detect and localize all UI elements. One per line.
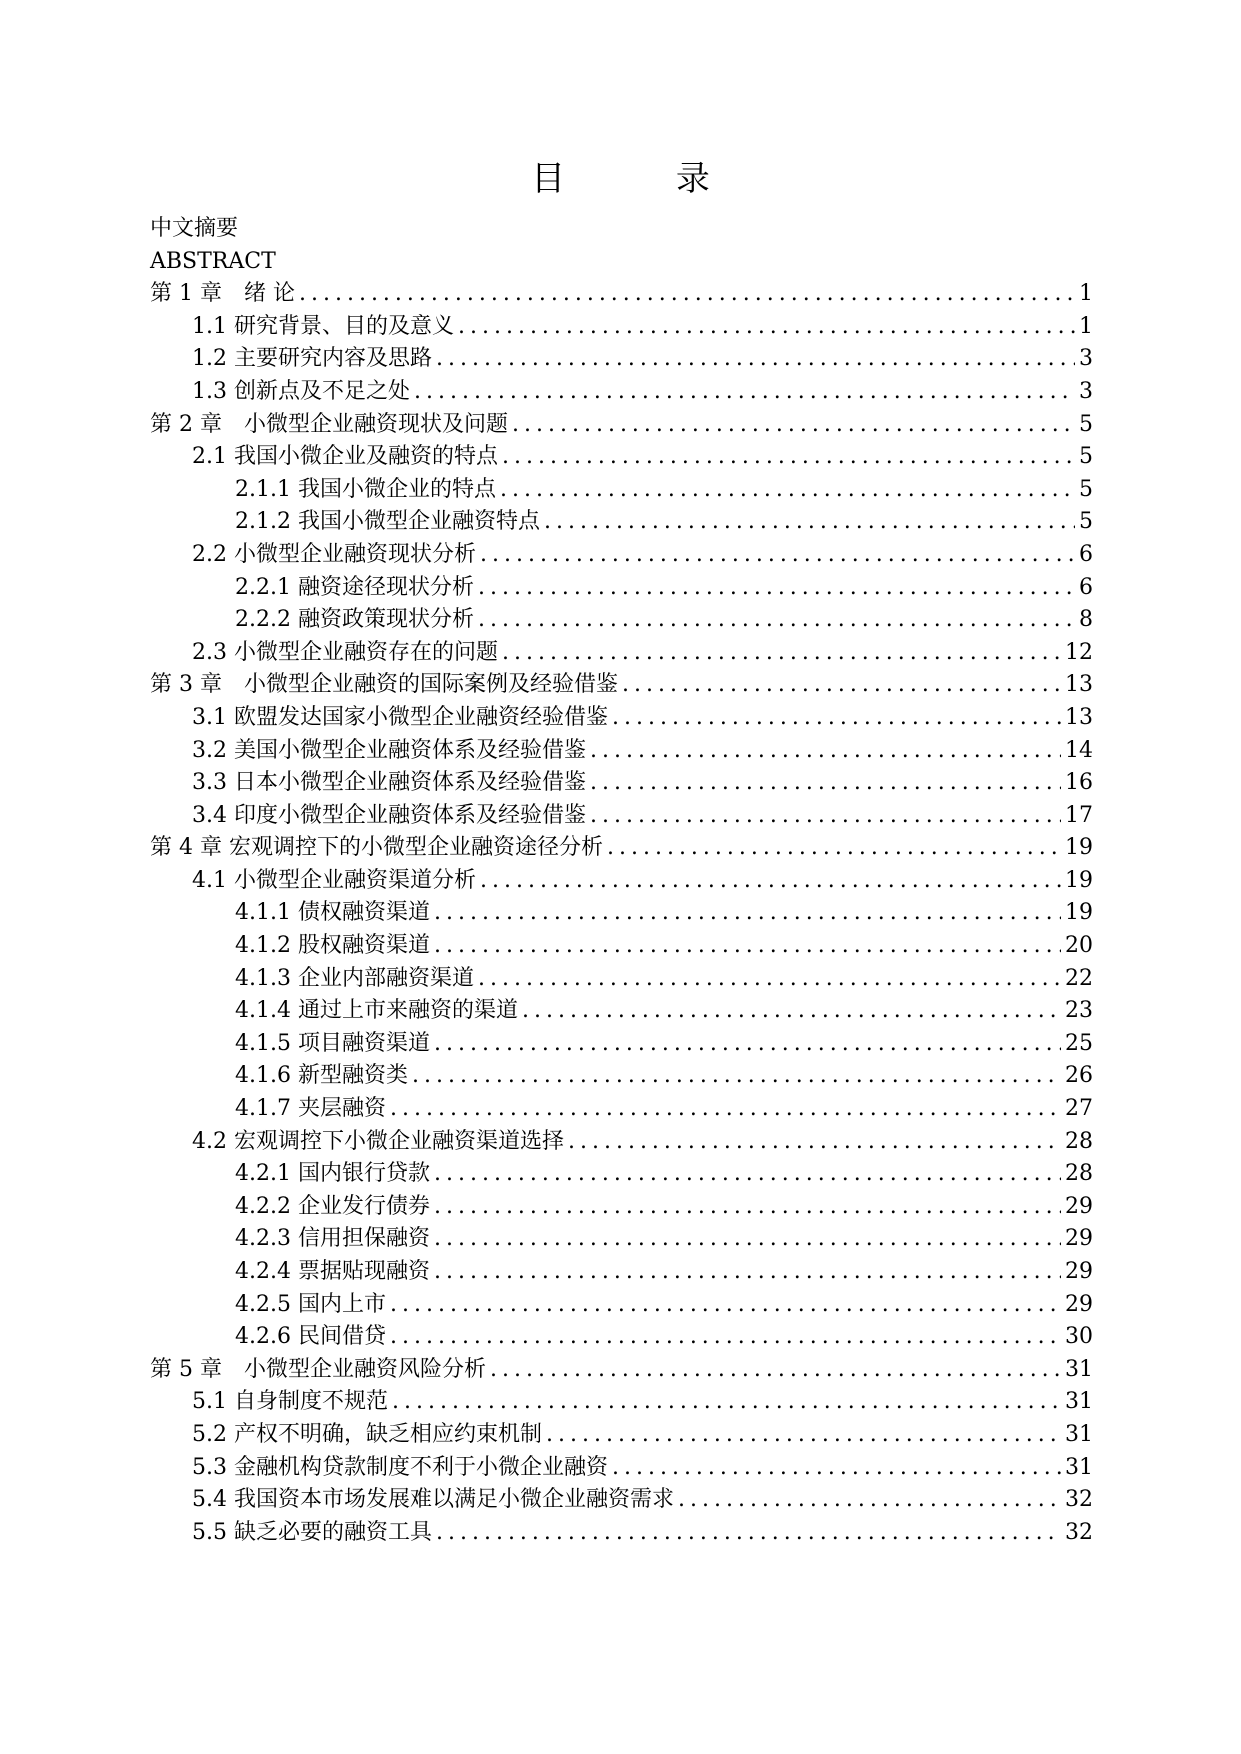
- toc-entry-page-number: 28: [1065, 1161, 1093, 1187]
- dot-leader: [568, 1126, 1061, 1159]
- toc-entry-page-number: 26: [1065, 1063, 1093, 1089]
- dot-leader: [390, 1321, 1061, 1354]
- toc-entry: [150, 1256, 1093, 1289]
- toc-entry-page-number: 5: [1079, 509, 1093, 535]
- toc-entry-label: 1.2 主要研究内容及思路: [192, 346, 432, 372]
- dot-leader: [480, 865, 1061, 898]
- toc-entry-label: 1.1 研究背景、目的及意义: [192, 313, 454, 339]
- dot-leader: [436, 1517, 1061, 1550]
- toc-entry-label: 4.2.5 国内上市: [235, 1291, 386, 1317]
- toc-entry-label: 4.1.5 项目融资渠道: [235, 1030, 430, 1056]
- toc-entry-label: 4.1 小微型企业融资渠道分析: [192, 867, 476, 893]
- dot-leader: [434, 930, 1061, 963]
- toc-entry-label: 1.3 创新点及不足之处: [192, 378, 410, 404]
- toc-entry-label: 2.2 小微型企业融资现状分析: [192, 541, 476, 567]
- toc-entry: [150, 669, 1093, 702]
- toc-front-matter-chinese-abstract: [150, 213, 1093, 246]
- dot-leader: [490, 1354, 1061, 1387]
- toc-entry-label: 4.1.6 新型融资类: [235, 1063, 408, 1089]
- toc-entry-page-number: 29: [1065, 1291, 1093, 1317]
- dot-leader: [434, 1158, 1061, 1191]
- toc-entry: [150, 1517, 1093, 1550]
- toc-entry-label: 4.1.4 通过上市来融资的渠道: [235, 998, 518, 1024]
- toc-entry-label: 4.2.3 信用担保融资: [235, 1226, 430, 1252]
- toc-entry-page-number: 22: [1065, 965, 1093, 991]
- toc-entry-label: 5.5 缺乏必要的融资工具: [192, 1519, 432, 1545]
- toc-entry: [150, 506, 1093, 539]
- toc-entry-page-number: 32: [1065, 1519, 1093, 1545]
- toc-entry: [150, 1452, 1093, 1485]
- toc-entry-label: 3.1 欧盟发达国家小微型企业融资经验借鉴: [192, 704, 608, 730]
- toc-entry-page-number: 6: [1079, 541, 1093, 567]
- toc-entry-page-number: 19: [1065, 900, 1093, 926]
- toc-entry: [150, 832, 1093, 865]
- toc-entry-page-number: 29: [1065, 1193, 1093, 1219]
- dot-leader: [590, 800, 1061, 833]
- toc-entry-label: 4.1.1 债权融资渠道: [235, 900, 430, 926]
- toc-entry-page-number: 23: [1065, 998, 1093, 1024]
- toc-entry: [150, 604, 1093, 637]
- toc-entry: [150, 1223, 1093, 1256]
- toc-entry: [150, 1484, 1093, 1517]
- dot-leader: [607, 832, 1061, 865]
- toc-entry-page-number: 1: [1079, 313, 1093, 339]
- toc-entry: [150, 800, 1093, 833]
- toc-entry-page-number: 27: [1065, 1096, 1093, 1122]
- toc-entry: [150, 735, 1093, 768]
- toc-entry-label: 4.2.4 票据贴现融资: [235, 1259, 430, 1284]
- toc-entry: [150, 637, 1093, 670]
- toc-entry-page-number: 25: [1065, 1030, 1093, 1056]
- toc-entry: [150, 1386, 1093, 1419]
- toc-entry-label: 2.1 我国小微企业及融资的特点: [192, 444, 498, 470]
- toc-entry-label: 中文摘要: [150, 216, 239, 241]
- toc-entry-label: 5.1 自身制度不规范: [192, 1389, 388, 1415]
- toc-entry-page-number: 32: [1065, 1487, 1093, 1513]
- toc-entries: [150, 278, 1093, 1549]
- toc-entry-page-number: 5: [1079, 411, 1093, 437]
- toc-entry-page-number: 12: [1065, 639, 1093, 665]
- dot-leader: [414, 376, 1075, 409]
- toc-entry-page-number: 31: [1065, 1356, 1093, 1382]
- toc-entry: [150, 767, 1093, 800]
- toc-entry-page-number: 31: [1065, 1421, 1093, 1447]
- toc-entry: [150, 995, 1093, 1028]
- toc-entry: [150, 572, 1093, 605]
- dot-leader: [434, 1223, 1061, 1256]
- toc-entry-page-number: 17: [1065, 802, 1093, 828]
- dot-leader: [392, 1386, 1061, 1419]
- dot-leader: [390, 1093, 1061, 1126]
- toc-entry-page-number: 13: [1065, 704, 1093, 730]
- dot-leader: [478, 963, 1061, 996]
- toc-entry-label: 第 1 章 绪 论: [150, 281, 295, 307]
- toc-entry-label: 5.2 产权不明确，缺乏相应约束机制: [192, 1421, 542, 1447]
- table-of-contents: [150, 213, 1093, 1549]
- toc-entry-label: 2.2.2 融资政策现状分析: [235, 607, 474, 633]
- toc-entry: [150, 474, 1093, 507]
- dot-leader: [544, 506, 1075, 539]
- dot-leader: [622, 669, 1061, 702]
- dot-leader: [478, 572, 1075, 605]
- toc-entry-page-number: 31: [1065, 1454, 1093, 1480]
- toc-entry-page-number: 3: [1079, 346, 1093, 372]
- dot-leader: [458, 311, 1075, 344]
- dot-leader: [500, 474, 1075, 507]
- toc-entry: [150, 1321, 1093, 1354]
- dot-leader: [590, 735, 1061, 768]
- toc-entry-label: 2.1.2 我国小微型企业融资特点: [235, 509, 540, 535]
- toc-entry: [150, 1158, 1093, 1191]
- toc-entry: [150, 702, 1093, 735]
- toc-entry: [150, 1191, 1093, 1224]
- toc-entry: [150, 1093, 1093, 1126]
- dot-leader: [480, 539, 1075, 572]
- dot-leader: [434, 1191, 1061, 1224]
- toc-entry: [150, 409, 1093, 442]
- toc-entry: [150, 343, 1093, 376]
- dot-leader: [434, 1256, 1061, 1289]
- dot-leader: [512, 409, 1075, 442]
- toc-entry: [150, 441, 1093, 474]
- toc-entry-page-number: 6: [1079, 574, 1093, 600]
- toc-entry-label: 2.2.1 融资途径现状分析: [235, 574, 474, 600]
- toc-entry-label: 2.3 小微型企业融资存在的问题: [192, 639, 498, 665]
- toc-entry-page-number: 29: [1065, 1226, 1093, 1252]
- page-title: 目 录: [531, 159, 760, 199]
- dot-leader: [299, 278, 1075, 311]
- toc-entry-page-number: 3: [1079, 378, 1093, 404]
- toc-entry: [150, 897, 1093, 930]
- toc-entry-label: 4.2.1 国内银行贷款: [235, 1161, 430, 1187]
- dot-leader: [590, 767, 1061, 800]
- dot-leader: [434, 897, 1061, 930]
- dot-leader: [522, 995, 1061, 1028]
- toc-entry: [150, 539, 1093, 572]
- toc-entry: [150, 865, 1093, 898]
- toc-entry-page-number: 8: [1079, 607, 1093, 633]
- toc-entry-label: ABSTRACT: [150, 248, 276, 274]
- dot-leader: [390, 1289, 1061, 1322]
- toc-entry-label: 5.3 金融机构贷款制度不利于小微企业融资: [192, 1454, 608, 1480]
- toc-entry-page-number: 14: [1065, 737, 1093, 763]
- toc-entry: [150, 1126, 1093, 1159]
- toc-front-matter-abstract: [150, 246, 1093, 279]
- toc-entry: [150, 930, 1093, 963]
- toc-entry-page-number: 1: [1079, 281, 1093, 307]
- toc-entry-label: 4.1.3 企业内部融资渠道: [235, 965, 474, 991]
- toc-entry-label: 2.1.1 我国小微企业的特点: [235, 476, 496, 502]
- toc-entry-page-number: 31: [1065, 1389, 1093, 1415]
- toc-entry: [150, 1354, 1093, 1387]
- toc-entry: [150, 278, 1093, 311]
- dot-leader: [502, 637, 1061, 670]
- dot-leader: [502, 441, 1075, 474]
- toc-entry-page-number: 19: [1065, 835, 1093, 861]
- toc-entry-page-number: 20: [1065, 933, 1093, 959]
- toc-entry-page-number: 5: [1079, 444, 1093, 470]
- toc-entry-label: 第 2 章 小微型企业融资现状及问题: [150, 411, 508, 437]
- toc-entry-page-number: 29: [1065, 1259, 1093, 1284]
- dot-leader: [436, 343, 1075, 376]
- toc-entry-label: 3.2 美国小微型企业融资体系及经验借鉴: [192, 737, 586, 763]
- toc-entry-label: 4.2 宏观调控下小微企业融资渠道选择: [192, 1128, 564, 1154]
- dot-leader: [412, 1060, 1061, 1093]
- toc-entry-page-number: 30: [1065, 1324, 1093, 1350]
- toc-entry-label: 第 5 章 小微型企业融资风险分析: [150, 1356, 486, 1382]
- toc-entry: [150, 1419, 1093, 1452]
- dot-leader: [546, 1419, 1061, 1452]
- toc-entry: [150, 1060, 1093, 1093]
- toc-entry: [150, 963, 1093, 996]
- toc-entry-label: 4.2.6 民间借贷: [235, 1324, 386, 1350]
- toc-entry-label: 4.1.7 夹层融资: [235, 1096, 386, 1122]
- toc-entry-label: 5.4 我国资本市场发展难以满足小微企业融资需求: [192, 1487, 674, 1513]
- toc-entry-page-number: 28: [1065, 1128, 1093, 1154]
- toc-entry-page-number: 16: [1065, 770, 1093, 796]
- toc-entry-page-number: 19: [1065, 867, 1093, 893]
- toc-entry-label: 3.3 日本小微型企业融资体系及经验借鉴: [192, 770, 586, 796]
- toc-entry-page-number: 13: [1065, 672, 1093, 698]
- toc-entry: [150, 1028, 1093, 1061]
- toc-entry: [150, 311, 1093, 344]
- toc-entry: [150, 376, 1093, 409]
- dot-leader: [434, 1028, 1061, 1061]
- dot-leader: [612, 1452, 1061, 1485]
- toc-entry: [150, 1289, 1093, 1322]
- toc-entry-label: 3.4 印度小微型企业融资体系及经验借鉴: [192, 802, 586, 828]
- toc-entry-label: 4.1.2 股权融资渠道: [235, 933, 430, 959]
- toc-entry-label: 第 4 章 宏观调控下的小微型企业融资途径分析: [150, 835, 603, 861]
- toc-entry-label: 第 3 章 小微型企业融资的国际案例及经验借鉴: [150, 672, 618, 698]
- toc-entry-page-number: 5: [1079, 476, 1093, 502]
- toc-entry-label: 4.2.2 企业发行债券: [235, 1193, 430, 1219]
- dot-leader: [678, 1484, 1061, 1517]
- dot-leader: [612, 702, 1061, 735]
- dot-leader: [478, 604, 1075, 637]
